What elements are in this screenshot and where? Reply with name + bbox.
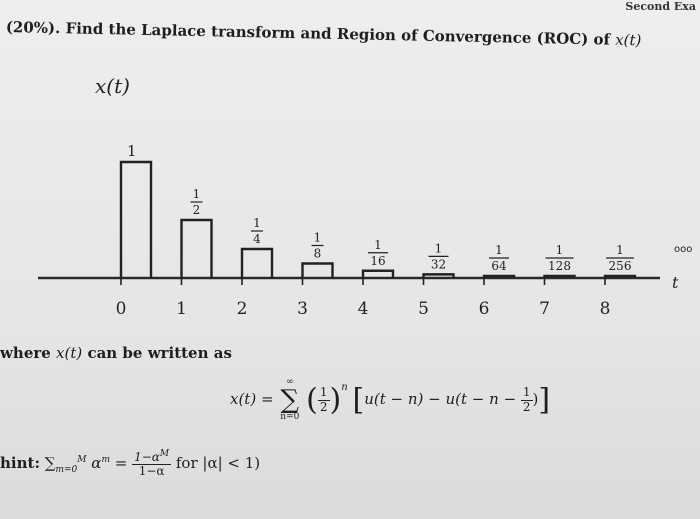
x-axis-label: t <box>672 273 679 292</box>
inner-fraction <box>521 386 533 413</box>
exam-header-tag: Second Exa <box>625 0 696 13</box>
pulse-label-den-2: 4 <box>253 232 261 246</box>
where-signal: x(t) <box>56 344 83 362</box>
pulse-label-num-5: 1 <box>434 241 443 256</box>
hint-numerator-power: M <box>159 449 170 459</box>
where-suffix: can be written as <box>82 344 232 362</box>
tick-label-2: 2 <box>236 299 248 319</box>
pulse-label-den-6: 64 <box>491 259 507 273</box>
hint-fraction <box>132 450 171 478</box>
hint-term-power: m <box>101 455 110 466</box>
pulse-2 <box>242 249 272 278</box>
power-n: n <box>341 382 348 393</box>
pulse-label-den-1: 2 <box>192 203 201 217</box>
sum-upper-limit: ∞ <box>286 377 294 387</box>
hint-sum-upper: M <box>77 455 87 466</box>
tick-labels <box>116 278 611 319</box>
pulse-label-den-3: 8 <box>313 246 322 261</box>
sigma-symbol: ∑ <box>280 385 300 415</box>
open-paren: ( <box>306 382 318 418</box>
pulse-1 <box>182 220 212 278</box>
formula-lhs: x(t) = <box>230 390 279 408</box>
pulse-label-den-4: 16 <box>370 253 386 268</box>
pulse-label-num-6: 1 <box>495 243 503 257</box>
pulse-label-num-8: 1 <box>616 243 624 257</box>
tick-label-3: 3 <box>297 299 308 319</box>
inner-denominator: 2 <box>522 399 531 414</box>
bracket-inner-close: ) <box>532 390 539 408</box>
pulse-train <box>121 142 635 278</box>
hint-sum-lower: m=0 <box>55 465 78 476</box>
pulse-label-0: 1 <box>127 142 137 160</box>
continuation-dots: ooo <box>674 244 693 255</box>
signal-formula <box>230 378 550 422</box>
pulse-label-den-5: 32 <box>430 257 447 272</box>
pulse-label-num-3: 1 <box>313 230 322 245</box>
tick-label-0: 0 <box>115 299 127 319</box>
hint-numerator <box>132 450 171 465</box>
pulse-label-den-7: 128 <box>548 259 571 273</box>
inner-numerator: 1 <box>522 385 531 400</box>
tick-label-4: 4 <box>357 299 369 319</box>
hint-equals: = <box>109 454 133 473</box>
y-axis-label: x(t) <box>95 74 130 98</box>
sum-lower-limit: n=0 <box>280 412 300 422</box>
half-numerator: 1 <box>319 385 328 400</box>
pulse-label-den-8: 256 <box>608 259 632 273</box>
close-paren: ) <box>329 382 342 418</box>
close-bracket: ] <box>538 382 551 418</box>
pulse-3 <box>303 264 333 279</box>
pulse-label-num-7: 1 <box>555 243 564 257</box>
hint-denominator: 1−α <box>138 464 165 479</box>
hint-label: hint: <box>0 454 40 473</box>
bracket-body: u(t − n) − u(t − n − <box>364 390 521 408</box>
summation <box>280 378 299 422</box>
tick-label-7: 7 <box>539 299 550 319</box>
half-denominator: 2 <box>319 399 328 414</box>
pulse-label-num-4: 1 <box>374 237 382 252</box>
question-prefix: (20%). Find the Laplace transform and Region of Convergence (ROC) of <box>5 18 616 49</box>
pulse-label-num-1: 1 <box>192 187 201 201</box>
hint-numerator-text: 1−α <box>134 450 160 464</box>
hint-condition: for |α| < 1) <box>171 454 261 473</box>
question-signal: x(t) <box>615 30 642 50</box>
tick-label-6: 6 <box>478 299 490 319</box>
open-bracket: [ <box>352 382 365 418</box>
where-text <box>0 344 232 362</box>
pulse-0 <box>121 162 151 278</box>
tick-label-8: 8 <box>599 299 611 319</box>
half-fraction <box>318 386 330 413</box>
tick-label-5: 5 <box>418 299 429 319</box>
where-prefix: where <box>0 344 57 362</box>
hint-sum-symbol: ∑ <box>44 454 56 473</box>
hint-text <box>0 450 260 478</box>
tick-label-1: 1 <box>176 299 187 319</box>
hint-term: α <box>91 454 102 473</box>
pulse-label-num-2: 1 <box>253 216 261 230</box>
